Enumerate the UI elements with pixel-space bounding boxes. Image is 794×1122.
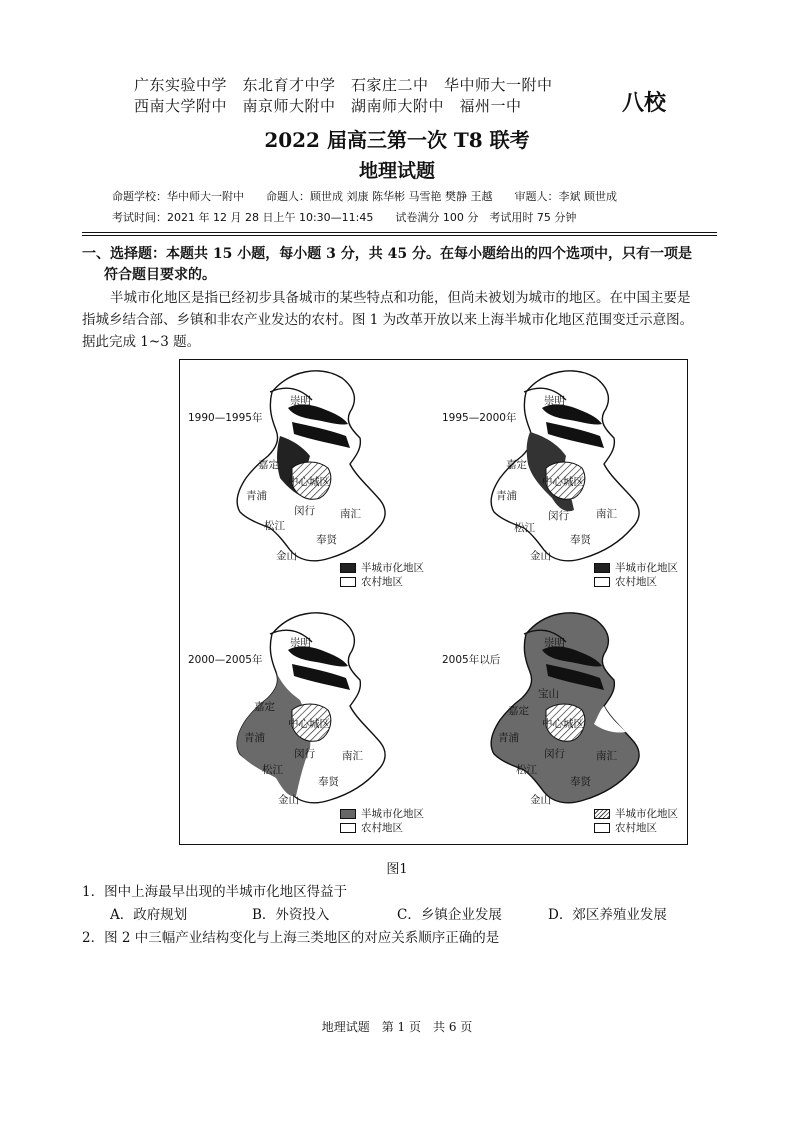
legend-swatch-semi xyxy=(594,563,610,573)
map-panel-1990-1995 xyxy=(180,360,430,600)
figure-caption: 图1 xyxy=(386,862,408,877)
map-panel-2000-2005 xyxy=(180,602,430,842)
eight-schools-label: 八校 xyxy=(622,90,667,116)
label-fengxian: 奉贤 xyxy=(570,534,591,546)
legend-rural xyxy=(594,574,657,589)
label-qingpu: 青浦 xyxy=(244,732,265,744)
map-panel-1995-2000 xyxy=(434,360,684,600)
paragraph-line-1: 半城市化地区是指已经初步具备城市的某些特点和功能，但尚未被划为城市的地区。在中国主要是 xyxy=(110,290,691,306)
legend-semi xyxy=(340,806,424,821)
legend-semi-label: 半城市化地区 xyxy=(361,808,424,820)
legend-swatch-rural xyxy=(594,823,610,833)
label-qingpu: 青浦 xyxy=(498,732,519,744)
legend-swatch-semi xyxy=(340,809,356,819)
legend-swatch-semi xyxy=(594,809,610,819)
question-1-option-d: D．郊区养殖业发展 xyxy=(548,907,667,923)
period-label: 2005年以后 xyxy=(442,654,501,666)
label-baoshan: 宝山 xyxy=(538,688,559,700)
label-minhang: 闵行 xyxy=(544,748,565,760)
exam-title: 2022 届高三第一次 T8 联考 xyxy=(264,128,530,152)
header-rule-top xyxy=(82,232,717,233)
figure-1-box xyxy=(179,359,688,845)
label-minhang: 闵行 xyxy=(294,505,315,517)
label-chongming: 崇明 xyxy=(290,637,311,649)
label-qingpu: 青浦 xyxy=(246,490,267,502)
question-1-stem: 1．图中上海最早出现的半城市化地区得益于 xyxy=(82,884,348,900)
period-label: 2000—2005年 xyxy=(188,654,263,666)
label-jinshan: 金山 xyxy=(530,794,551,806)
question-2-stem: 2．图 2 中三幅产业结构变化与上海三类地区的对应关系顺序正确的是 xyxy=(82,930,500,946)
schools-line-2: 西南大学附中 南京师大附中 湖南师大附中 福州一中 xyxy=(134,97,522,115)
legend-rural xyxy=(340,574,403,589)
question-1-option-a: A．政府规划 xyxy=(110,907,188,923)
label-songjiang: 松江 xyxy=(514,522,535,534)
label-jinshan: 金山 xyxy=(530,550,551,562)
question-1-option-b: B．外资投入 xyxy=(252,907,330,923)
label-nanhui: 南汇 xyxy=(340,508,361,520)
label-fengxian: 奉贤 xyxy=(316,534,337,546)
label-fengxian: 奉贤 xyxy=(318,776,339,788)
map-panel-after-2005 xyxy=(434,602,684,842)
meta-authors: 命题学校：华中师大一附中 命题人：顾世成 刘康 陈华彬 马雪艳 樊静 王越 审题人：李斌 顾世成 xyxy=(112,190,617,203)
label-chongming: 崇明 xyxy=(290,395,311,407)
legend-rural xyxy=(594,820,657,835)
legend-swatch-rural xyxy=(340,823,356,833)
label-minhang: 闵行 xyxy=(294,748,315,760)
label-chongming: 崇明 xyxy=(544,637,565,649)
header-rule-bottom xyxy=(82,235,717,236)
legend-swatch-semi xyxy=(340,563,356,573)
page-footer: 地理试题 第 1 页 共 6 页 xyxy=(321,1020,473,1034)
legend-rural-label: 农村地区 xyxy=(361,822,403,834)
label-songjiang: 松江 xyxy=(516,764,537,776)
legend-semi-label: 半城市化地区 xyxy=(615,562,678,574)
legend-rural xyxy=(340,820,403,835)
subject-title: 地理试题 xyxy=(358,160,435,182)
label-center: 中心城区 xyxy=(542,718,584,730)
label-nanhui: 南汇 xyxy=(342,750,363,762)
label-nanhui: 南汇 xyxy=(596,508,617,520)
label-chongming: 崇明 xyxy=(544,395,565,407)
legend-rural-label: 农村地区 xyxy=(615,822,657,834)
label-fengxian: 奉贤 xyxy=(570,776,591,788)
section-heading-line-1: 一、选择题：本题共 15 小题，每小题 3 分，共 45 分。在每小题给出的四个选项中，只有一项是 xyxy=(82,246,692,262)
legend-semi xyxy=(594,806,678,821)
legend-rural-label: 农村地区 xyxy=(361,576,403,588)
label-center: 中心城区 xyxy=(288,476,330,488)
legend-swatch-rural xyxy=(594,577,610,587)
paragraph-line-3: 据此完成 1~3 题。 xyxy=(82,334,201,350)
legend-rural-label: 农村地区 xyxy=(615,576,657,588)
label-jiading: 嘉定 xyxy=(258,459,279,471)
legend-semi xyxy=(594,560,678,575)
label-qingpu: 青浦 xyxy=(496,490,517,502)
meta-time: 考试时间：2021 年 12 月 28 日上午 10:30—11:45 试卷满分 100 分 考试用时 75 分钟 xyxy=(112,211,577,224)
legend-swatch-rural xyxy=(340,577,356,587)
label-songjiang: 松江 xyxy=(262,764,283,776)
paragraph-line-2: 指城乡结合部、乡镇和非农产业发达的农村。图 1 为改革开放以来上海半城市化地区范围变迁示意图。 xyxy=(82,312,694,328)
label-songjiang: 松江 xyxy=(264,520,285,532)
label-jinshan: 金山 xyxy=(276,550,297,562)
legend-semi-label: 半城市化地区 xyxy=(615,808,678,820)
label-jiading: 嘉定 xyxy=(254,701,275,713)
period-label: 1995—2000年 xyxy=(442,412,517,424)
label-center: 中心城区 xyxy=(288,718,330,730)
label-center: 中心城区 xyxy=(542,476,584,488)
label-jinshan: 金山 xyxy=(278,794,299,806)
label-jiading: 嘉定 xyxy=(506,459,527,471)
label-jiading: 嘉定 xyxy=(508,705,529,717)
legend-semi-label: 半城市化地区 xyxy=(361,562,424,574)
label-minhang: 闵行 xyxy=(548,510,569,522)
section-heading-line-2: 符合题目要求的。 xyxy=(104,267,216,283)
schools-line-1: 广东实验中学 东北育才中学 石家庄二中 华中师大一附中 xyxy=(134,76,553,94)
label-nanhui: 南汇 xyxy=(596,750,617,762)
period-label: 1990—1995年 xyxy=(188,412,263,424)
question-1-option-c: C．乡镇企业发展 xyxy=(397,907,502,923)
legend-semi xyxy=(340,560,424,575)
